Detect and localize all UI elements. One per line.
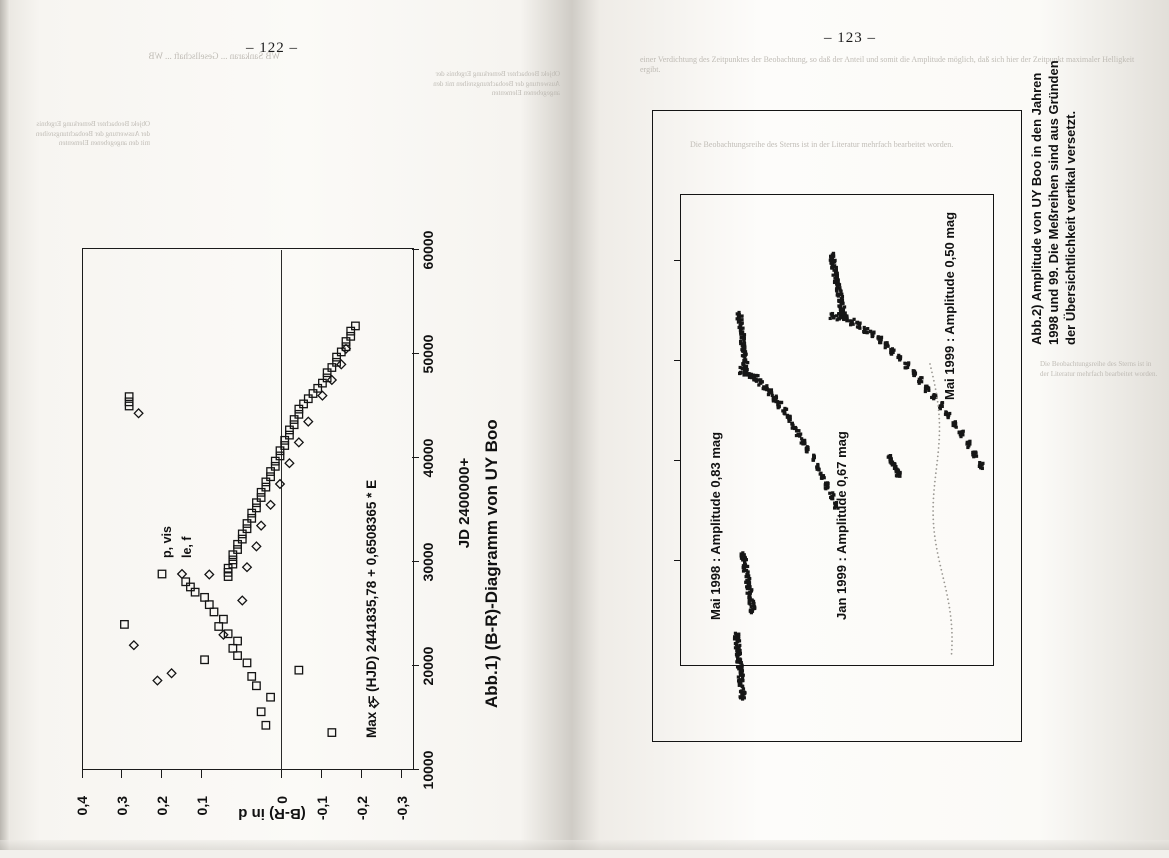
ghost-text-left-col: Objekt Beobachter Bemerkung Ergebnis der Auswertung der Beobachtungsreihen mit den angegebenen Elementen bbox=[433, 70, 560, 97]
x-tick-label: 10000 bbox=[420, 750, 436, 790]
legend-entry-2: le, f bbox=[180, 536, 194, 558]
y-tick-label: 0 bbox=[274, 796, 290, 804]
ghost-text-left-top: WB Sankaran ... Gesellschaft ... WB bbox=[148, 52, 280, 61]
y-tick-mark bbox=[201, 770, 202, 778]
ghost-text-left-margin: Objekt Beobachter Bemerkung Ergebnis der Auswertung der Beobachtungsreihen mit den angegebenen Elementen bbox=[35, 120, 150, 147]
series-label-jan-1999: Jan 1999 : Amplitude 0,67 mag bbox=[834, 431, 849, 620]
figure-2-caption: Abb.2) Amplitude von UY Boo in den Jahren 1998 und 99. Die Meßreihen sind aus Gründen der Übersichtlichkeit vertikal versetzt. bbox=[1029, 60, 1078, 345]
y-tick-label: -0,2 bbox=[354, 796, 370, 821]
ghost-text-right-top: einer Verdichtung des Zeitpunktes der Beobachtung, so daß der Anteil und somit die Amplitude möglich, daß sich hier der Zeitpunkt maximaler Helligkeit ergibt. bbox=[640, 55, 1135, 74]
y-tick-mark bbox=[401, 770, 402, 778]
figure-1-caption: Abb.1) (B-R)-Diagramm von UY Boo bbox=[482, 419, 501, 708]
y-tick-label: 0,1 bbox=[194, 796, 210, 816]
figure-2 bbox=[652, 110, 1020, 740]
y-tick-mark bbox=[361, 770, 362, 778]
figure-1 bbox=[64, 218, 516, 858]
page-number-left: – 122 – bbox=[246, 40, 298, 56]
y-tick-mark bbox=[321, 770, 322, 778]
page-number-right: – 123 – bbox=[824, 30, 876, 46]
ghost-text-right-block: Die Beobachtungsreihe des Sterns ist in der Literatur mehrfach bearbeitet worden. bbox=[690, 140, 954, 149]
x-tick-label: 20000 bbox=[420, 646, 436, 686]
x-tick-label: 60000 bbox=[420, 230, 436, 270]
x-axis-title: JD 2400000+ bbox=[456, 457, 473, 549]
series-label-mai-1999: Mai 1999 : Amplitude 0,50 mag bbox=[942, 211, 957, 400]
y-tick-label: 0,2 bbox=[154, 796, 170, 816]
y-tick-label: 0,4 bbox=[74, 796, 90, 816]
x-tick-label: 30000 bbox=[420, 542, 436, 582]
ghost-text-right-margin: Die Beobachtungsreihe des Sterns ist in der Literatur mehrfach bearbeitet worden. bbox=[1040, 360, 1158, 378]
y-tick-mark bbox=[161, 770, 162, 778]
equation-annotation: Max := (HJD) 2441835,78 + 0,6508365 * E bbox=[364, 479, 379, 738]
x-tick-label: 50000 bbox=[420, 334, 436, 374]
y-tick-mark bbox=[82, 770, 83, 778]
x-tick-label: 40000 bbox=[420, 438, 436, 478]
series-label-mai-1998: Mai 1998 : Amplitude 0,83 mag bbox=[708, 431, 723, 620]
scatter-points-fig1 bbox=[82, 250, 412, 770]
y-tick-label: -0,1 bbox=[314, 796, 330, 821]
y-axis-title: (B-R) in d bbox=[238, 805, 306, 822]
y-tick-label: -0,3 bbox=[394, 796, 410, 821]
y-tick-mark bbox=[121, 770, 122, 778]
y-tick-mark bbox=[281, 770, 282, 778]
y-tick-label: 0,3 bbox=[114, 796, 130, 816]
legend-entry-1: p, vis bbox=[160, 526, 174, 558]
